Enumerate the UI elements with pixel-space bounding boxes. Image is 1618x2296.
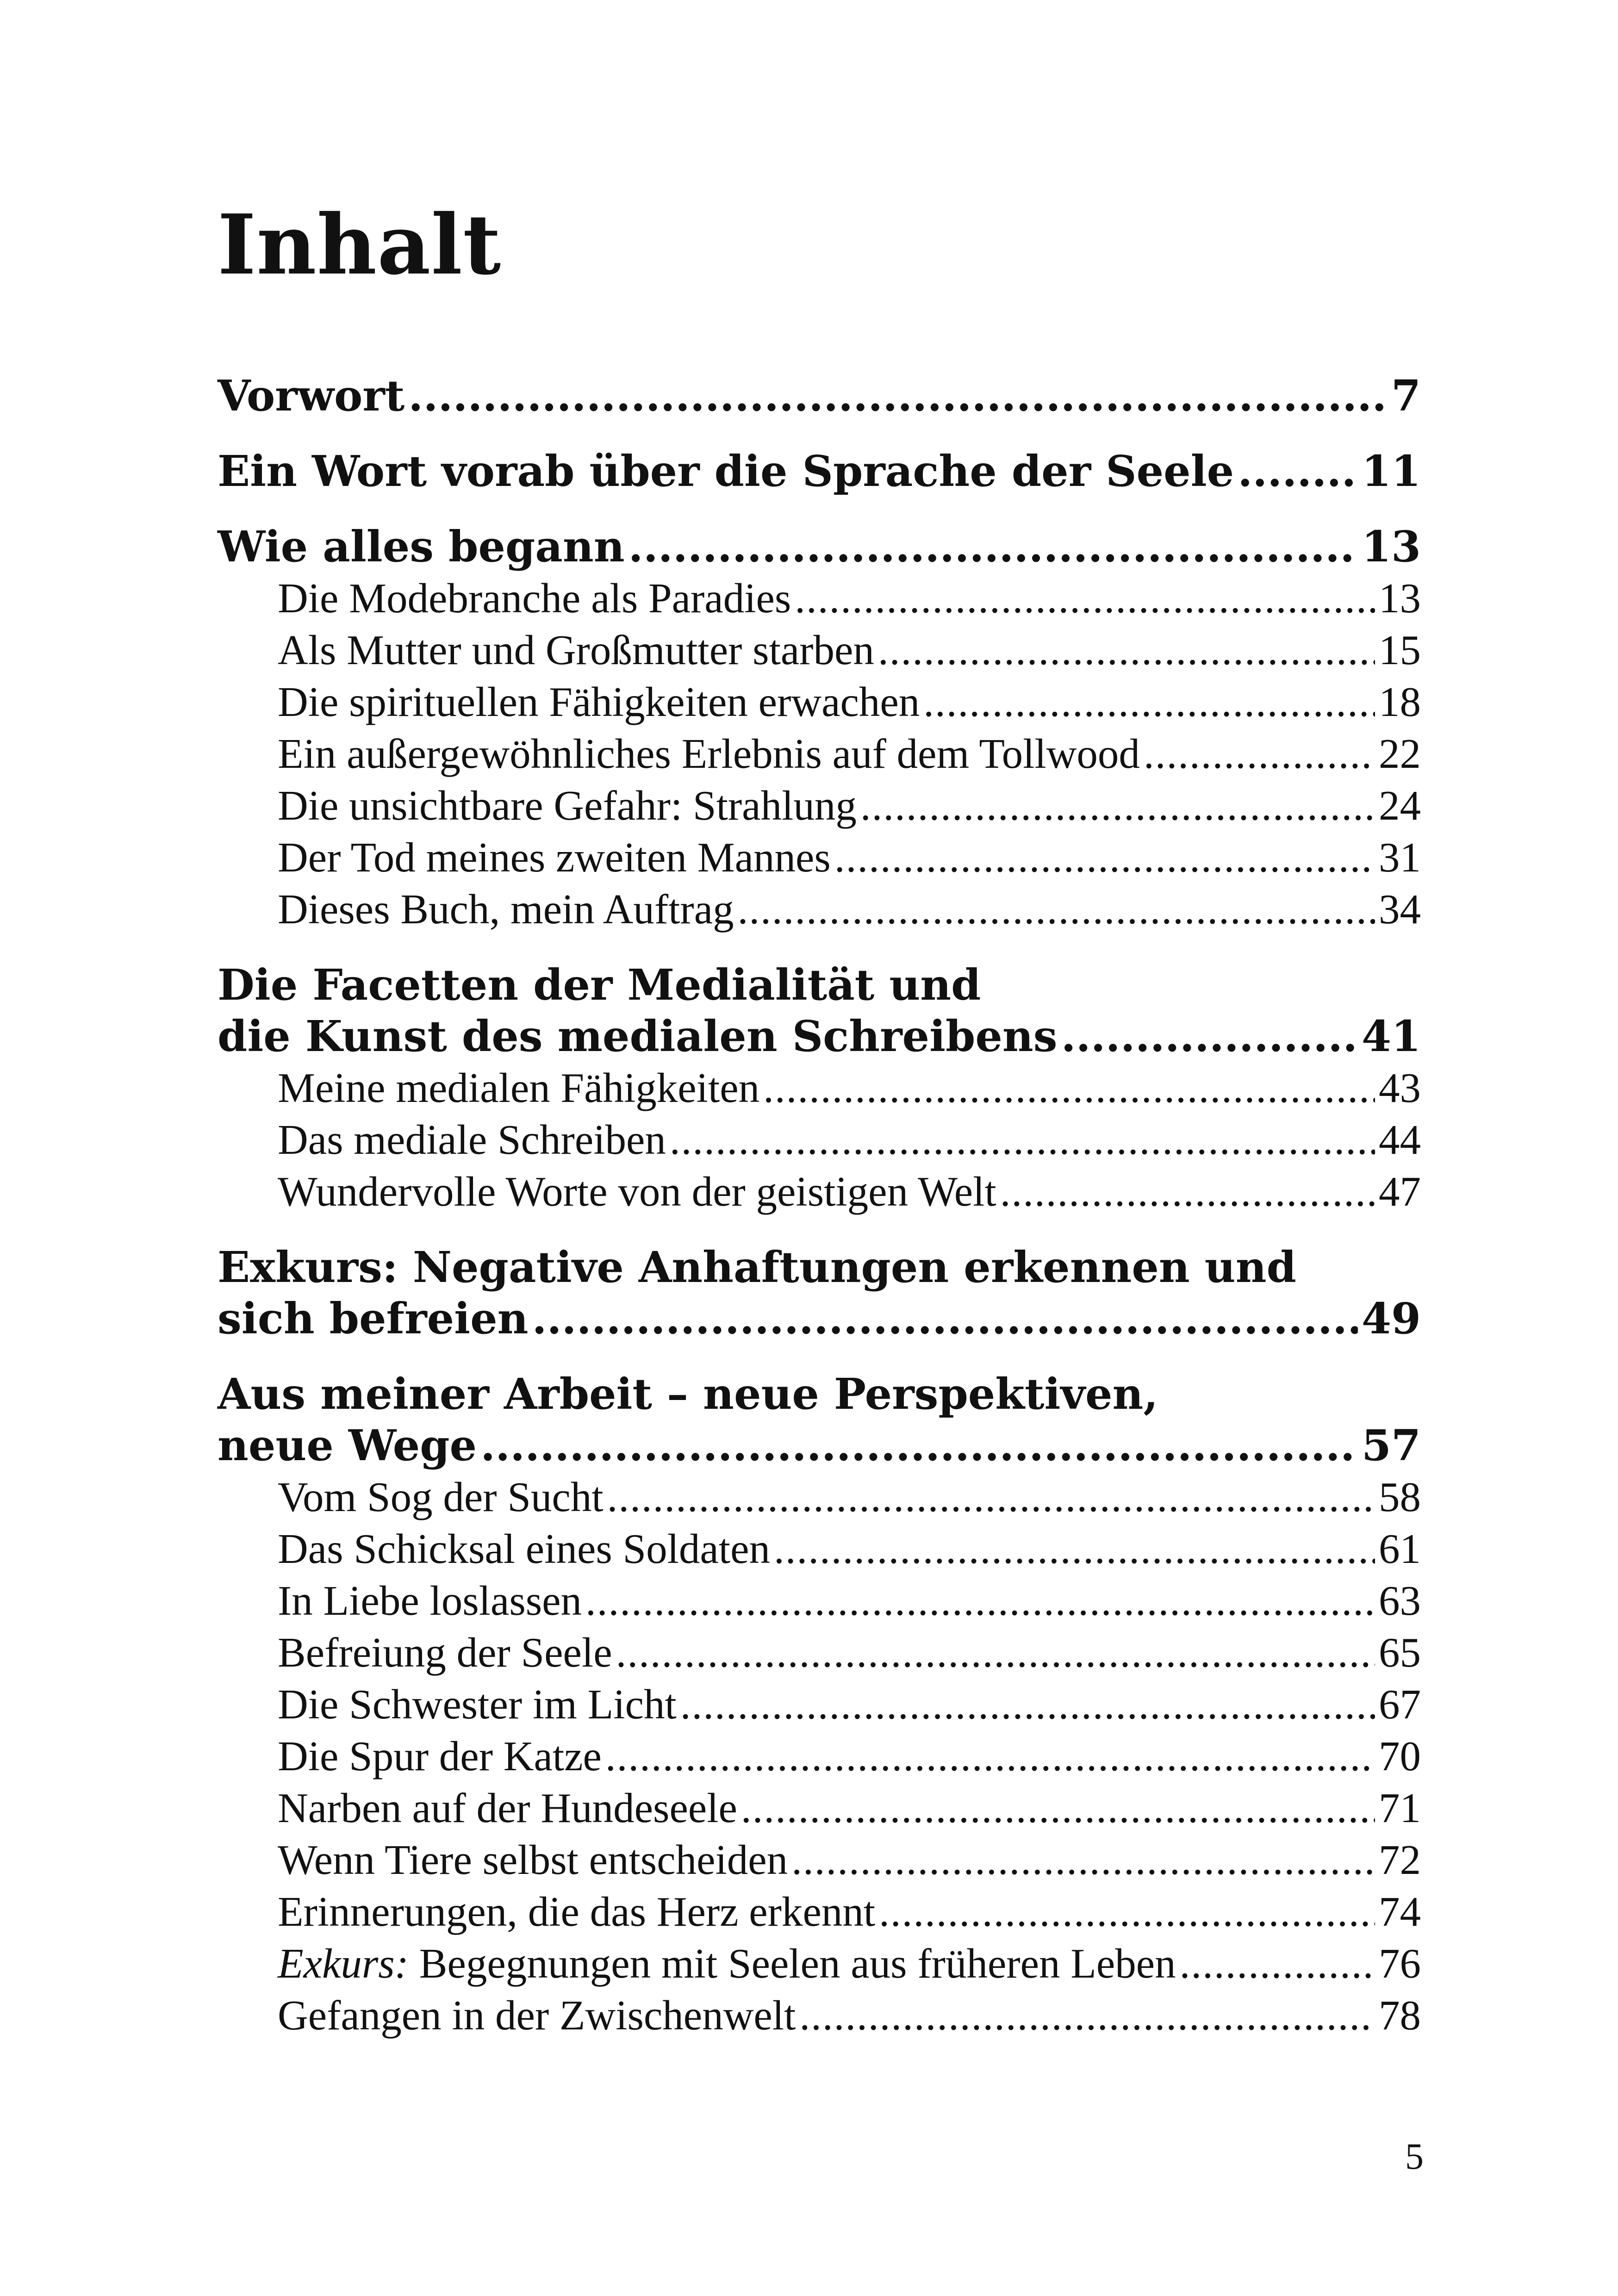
toc-page-number: 43 [1379, 1064, 1421, 1111]
toc-page-number: 63 [1379, 1577, 1421, 1624]
toc-entry-text: Als Mutter und Großmutter starben [278, 627, 874, 673]
dot-leader [879, 1886, 1375, 1938]
toc-page-number: 31 [1379, 834, 1421, 881]
toc-page-number: 15 [1379, 627, 1421, 673]
toc-chapter-line[interactable] [218, 446, 1421, 497]
dot-leader [923, 676, 1375, 728]
toc-page-number: 76 [1379, 1940, 1421, 1987]
toc-entry-title [278, 884, 734, 935]
toc-entry-title [278, 728, 1140, 780]
dot-leader [408, 370, 1388, 422]
toc-entry[interactable] [218, 832, 1421, 884]
toc-entry[interactable] [218, 884, 1421, 935]
toc-page-number: 61 [1379, 1525, 1421, 1572]
dot-leader [795, 572, 1375, 624]
toc-entry-text: Erinnerungen, die das Herz erkennt [278, 1888, 876, 1935]
toc-entry-title [278, 1834, 788, 1886]
toc-page-number: 13 [1379, 575, 1421, 622]
toc-page-number: 41 [1361, 1011, 1421, 1061]
dot-leader [774, 1523, 1375, 1575]
toc-entry-title [278, 572, 791, 624]
dot-leader [878, 624, 1375, 676]
toc-entry[interactable] [218, 1166, 1421, 1218]
toc-chapter-line[interactable] [218, 1011, 1421, 1062]
toc-entry-text: Narben auf der Hundeseele [278, 1785, 737, 1831]
toc-entry-text: Ein außergewöhnliches Erlebnis auf dem Tollwood [278, 730, 1140, 777]
toc-section [218, 521, 1421, 935]
toc-page-number: 49 [1361, 1294, 1421, 1344]
toc-entry-title [278, 1938, 1176, 1990]
toc-entry-text: In Liebe loslassen [278, 1577, 582, 1624]
toc-chapter-title: Ein Wort vorab über die Sprache der Seele [218, 446, 1234, 496]
toc-entry-text: Die spirituellen Fähigkeiten erwachen [278, 678, 920, 725]
toc-entry[interactable] [218, 1627, 1421, 1679]
toc-entry-text: Begegnungen mit Seelen aus früheren Leben [409, 1940, 1176, 1987]
toc-chapter-title: die Kunst des medialen Schreibens [218, 1011, 1058, 1061]
toc-entry-title [278, 1523, 770, 1575]
toc-page-number: 58 [1379, 1474, 1421, 1520]
toc-entry[interactable] [218, 1471, 1421, 1523]
toc-entry-text: Die Modebranche als Paradies [278, 575, 791, 622]
toc-entry-title [278, 1114, 666, 1166]
dot-leader [834, 832, 1375, 884]
toc-entry[interactable] [218, 1575, 1421, 1627]
toc-chapter-title: neue Wege [218, 1420, 477, 1470]
dot-leader [741, 1782, 1375, 1834]
toc-entry-title [278, 1627, 612, 1679]
toc-entry-text: Die Spur der Katze [278, 1733, 602, 1780]
toc-entry-text: Der Tod meines zweiten Mannes [278, 834, 831, 881]
toc-entry-text: Dieses Buch, mein Auftrag [278, 886, 734, 933]
page-title: Inhalt [218, 196, 502, 293]
toc-entry[interactable] [218, 1523, 1421, 1575]
toc-entry-text: Vom Sog der Sucht [278, 1474, 604, 1520]
dot-leader [616, 1627, 1375, 1679]
toc-section [218, 959, 1421, 1218]
dot-leader [629, 521, 1358, 572]
toc-entry-title [278, 676, 920, 728]
toc-page-number: 24 [1379, 782, 1421, 829]
toc-entry-prefix: Exkurs: [278, 1940, 409, 1987]
toc-chapter-title: Wie alles begann [218, 522, 625, 572]
toc-entry[interactable] [218, 1990, 1421, 2041]
dot-leader [860, 780, 1375, 832]
dot-leader [605, 1730, 1375, 1782]
toc-chapter-line[interactable] [218, 521, 1421, 572]
toc-page-number: 44 [1379, 1116, 1421, 1163]
toc-page-number: 78 [1379, 1992, 1421, 2039]
toc-entry[interactable] [218, 780, 1421, 832]
toc-section [218, 370, 1421, 422]
toc-section [218, 1369, 1421, 2041]
toc-page-number: 74 [1379, 1888, 1421, 1935]
toc-entry-title [278, 1471, 604, 1523]
toc-entry-text: Wundervolle Worte von der geistigen Welt [278, 1168, 996, 1215]
dot-leader [585, 1575, 1375, 1627]
toc-page-number: 47 [1379, 1168, 1421, 1215]
toc-entry-title [278, 1782, 737, 1834]
toc-entry[interactable] [218, 1730, 1421, 1782]
toc-page-number: 22 [1379, 730, 1421, 777]
toc-entry[interactable] [218, 624, 1421, 676]
toc-chapter-line [218, 959, 1421, 1011]
toc-entry-text: Gefangen in der Zwischenwelt [278, 1992, 796, 2039]
toc-chapter-line [218, 1242, 1421, 1293]
toc-chapter-title: Die Facetten der Medialität und [218, 960, 981, 1010]
toc-page-number: 18 [1379, 678, 1421, 725]
toc-entry-title [278, 1575, 582, 1627]
toc-entry[interactable] [218, 1782, 1421, 1834]
toc-entry-title [278, 624, 874, 676]
toc-chapter-title: Aus meiner Arbeit – neue Perspektiven, [218, 1369, 1158, 1419]
toc-chapter-line[interactable] [218, 370, 1421, 422]
toc-entry-text: Das mediale Schreiben [278, 1116, 666, 1163]
toc-entry-title [278, 1990, 796, 2041]
toc-page-number: 71 [1379, 1785, 1421, 1831]
dot-leader [1061, 1011, 1358, 1062]
toc-entry-title [278, 1730, 602, 1782]
toc-chapter-title: sich befreien [218, 1294, 529, 1344]
toc-entry-text: Wenn Tiere selbst entscheiden [278, 1836, 788, 1883]
toc-chapter-line[interactable] [218, 1420, 1421, 1471]
toc-entry-title [278, 832, 831, 884]
toc-entry-title [278, 1886, 875, 1938]
dot-leader [607, 1471, 1375, 1523]
toc-entry[interactable] [218, 572, 1421, 624]
dot-leader [799, 1990, 1375, 2041]
toc-entry-title [278, 1679, 677, 1730]
dot-leader [1180, 1938, 1375, 1990]
toc-page-number: 11 [1361, 446, 1421, 496]
toc-page-number: 34 [1379, 886, 1421, 933]
dot-leader [480, 1420, 1358, 1471]
toc-page-number: 7 [1391, 371, 1421, 421]
toc-entry[interactable] [218, 1062, 1421, 1114]
toc-entry[interactable] [218, 1938, 1421, 1990]
toc-page-number: 67 [1379, 1681, 1421, 1728]
dot-leader [532, 1293, 1358, 1344]
toc-page-number: 70 [1379, 1733, 1421, 1780]
toc-entry-title [278, 1062, 759, 1114]
toc-entry-text: Meine medialen Fähigkeiten [278, 1064, 760, 1111]
toc-entry-title [278, 780, 857, 832]
toc-page-number: 72 [1379, 1836, 1421, 1883]
toc-entry-title [278, 1166, 996, 1218]
page-number: 5 [1405, 2136, 1424, 2177]
toc-chapter-title: Vorwort [218, 371, 405, 421]
toc-entry[interactable] [218, 1886, 1421, 1938]
dot-leader [1144, 728, 1375, 780]
dot-leader [1000, 1166, 1375, 1218]
toc-entry[interactable] [218, 1834, 1421, 1886]
toc-page-number: 13 [1361, 522, 1421, 572]
toc-chapter-title: Exkurs: Negative Anhaftungen erkennen und [218, 1242, 1296, 1292]
toc-entry-text: Die unsichtbare Gefahr: Strahlung [278, 782, 857, 829]
dot-leader [680, 1679, 1375, 1730]
toc-entry[interactable] [218, 728, 1421, 780]
toc-section [218, 1242, 1421, 1344]
dot-leader [670, 1114, 1375, 1166]
toc-entry-text: Die Schwester im Licht [278, 1681, 677, 1728]
toc-entry[interactable] [218, 676, 1421, 728]
toc-section [218, 446, 1421, 497]
dot-leader [1238, 446, 1358, 497]
toc-page-number: 57 [1361, 1420, 1421, 1470]
toc-entry[interactable] [218, 1114, 1421, 1166]
dot-leader [738, 884, 1375, 935]
toc-chapter-line[interactable] [218, 1293, 1421, 1344]
dot-leader [763, 1062, 1375, 1114]
toc-page-number: 65 [1379, 1629, 1421, 1676]
toc-entry-text: Befreiung der Seele [278, 1629, 612, 1676]
dot-leader [791, 1834, 1375, 1886]
toc-entry-text: Das Schicksal eines Soldaten [278, 1525, 770, 1572]
table-of-contents [218, 370, 1421, 2066]
toc-chapter-line [218, 1369, 1421, 1420]
toc-entry[interactable] [218, 1679, 1421, 1730]
